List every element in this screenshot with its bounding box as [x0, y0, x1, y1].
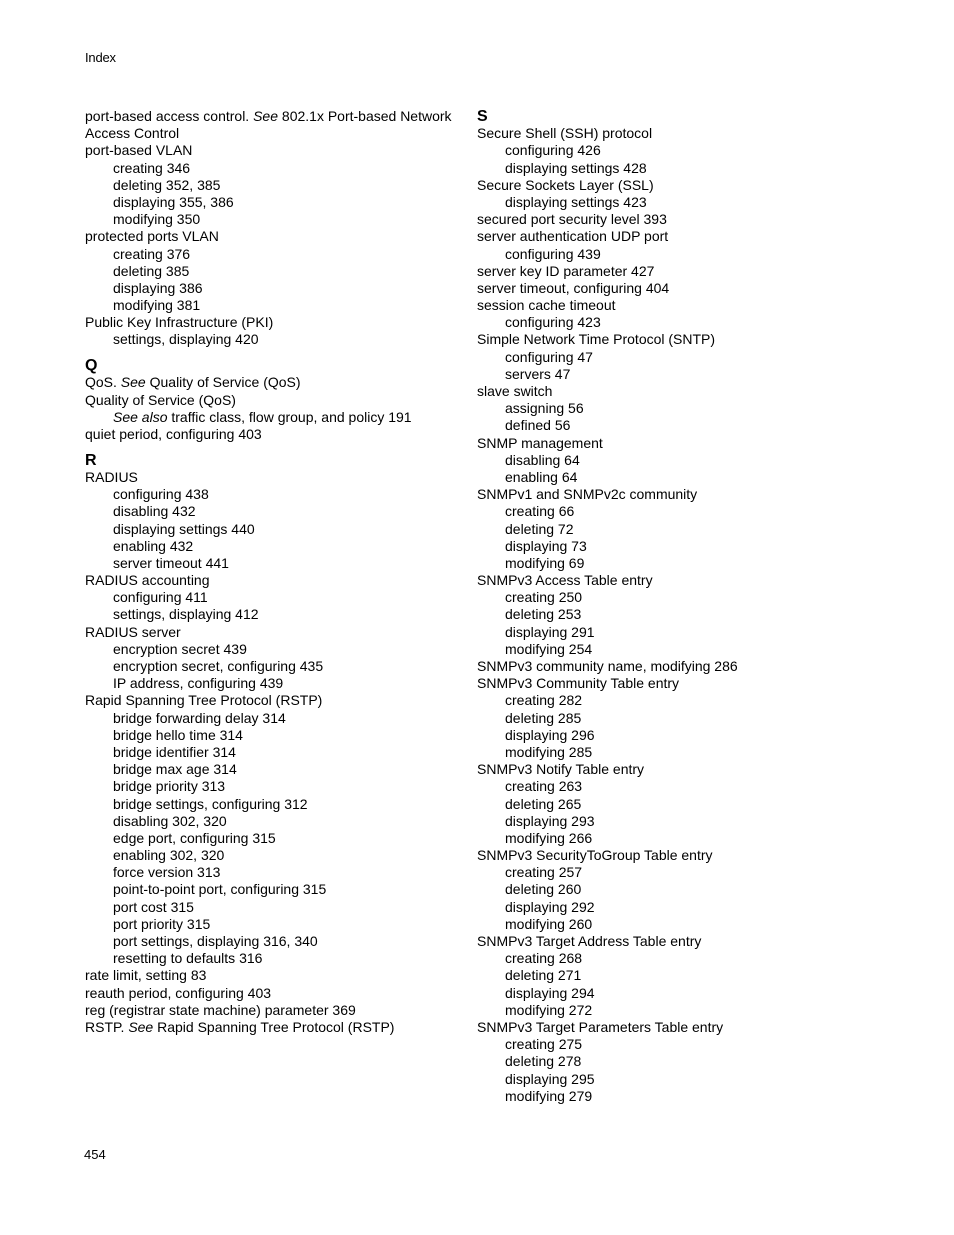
index-subentry: displaying 294: [505, 984, 595, 1001]
index-entry: Secure Shell (SSH) protocol: [477, 125, 653, 142]
index-subentry: enabling 432: [113, 537, 194, 554]
index-subentry: [85, 409, 485, 426]
index-entry: [85, 374, 485, 391]
index-subentry: displaying settings 440: [113, 520, 255, 537]
index-subentry: displaying 355, 386: [113, 193, 234, 210]
index-subentry: port settings, displaying 316, 340: [113, 933, 318, 949]
index-subentry: server timeout 441: [113, 554, 229, 571]
entry-text: port-based access control.: [85, 108, 254, 124]
index-subentry: configuring 439: [505, 245, 601, 262]
index-subentry: bridge identifier 314: [113, 743, 236, 760]
index-subentry: modifying 266: [505, 829, 593, 846]
index-subentry: creating 346: [113, 159, 191, 176]
index-subentry: servers 47: [505, 365, 571, 382]
index-subentry: displaying 295: [505, 1070, 595, 1087]
index-subentry: disabling 432: [113, 503, 196, 520]
index-entry: protected ports VLAN: [85, 228, 219, 245]
index-subentry: edge port, configuring 315: [113, 829, 276, 846]
index-subentry: modifying 350: [113, 211, 201, 228]
index-subentry: configuring 423: [505, 314, 601, 331]
index-entry: server timeout, configuring 404: [477, 279, 670, 296]
index-subentry: modifying 279: [505, 1087, 593, 1104]
index-subentry: displaying 73: [505, 537, 587, 554]
index-subentry: creating 275: [505, 1036, 583, 1053]
index-subentry: creating 263: [505, 778, 583, 795]
reference-target: Rapid Spanning Tree Protocol (RSTP): [153, 1018, 395, 1035]
index-subentry: enabling 302, 320: [113, 847, 225, 864]
index-subentry: force version 313: [113, 864, 221, 881]
index-subentry: bridge max age 314: [113, 761, 237, 778]
reference-target: traffic class, flow group, and policy 191: [167, 408, 412, 425]
index-subentry: configuring 426: [505, 142, 601, 159]
index-letter-heading: Q: [85, 357, 98, 375]
index-subentry: modifying 260: [505, 915, 593, 932]
index-subentry: encryption secret 439: [113, 640, 247, 657]
index-entry: RADIUS server: [85, 623, 181, 640]
index-subentry: assigning 56: [505, 400, 584, 417]
index-subentry: displaying 292: [505, 898, 595, 915]
index-letter-heading: S: [477, 108, 488, 125]
index-subentry: port cost 315: [113, 898, 194, 915]
index-entry: RADIUS: [85, 468, 138, 485]
reference-target: 802.1x Port-based Network: [278, 108, 452, 124]
index-subentry: deleting 260: [505, 881, 582, 898]
see-reference: See: [120, 374, 146, 391]
see-reference: See: [128, 1018, 154, 1035]
index-entry: Secure Sockets Layer (SSL): [477, 176, 654, 193]
index-subentry: creating 250: [505, 589, 583, 606]
index-subentry: displaying 293: [505, 812, 595, 829]
index-entry: slave switch: [477, 383, 553, 399]
index-subentry: bridge priority 313: [113, 778, 226, 795]
index-entry: port-based VLAN: [85, 142, 193, 159]
index-entry: Simple Network Time Protocol (SNTP): [477, 331, 716, 348]
index-subentry: creating 268: [505, 950, 583, 967]
index-entry: Access Control: [85, 125, 180, 142]
see-reference: See: [253, 108, 279, 124]
index-subentry: modifying 285: [505, 743, 593, 760]
index-entry: SNMPv3 SecurityToGroup Table entry: [477, 847, 713, 864]
index-subentry: deleting 253: [505, 606, 582, 623]
index-entry: SNMPv1 and SNMPv2c community: [477, 486, 698, 503]
entry-text: RSTP.: [85, 1018, 129, 1035]
index-subentry: deleting 278: [505, 1053, 582, 1070]
index-entry: SNMP management: [477, 434, 603, 451]
index-subentry: displaying 296: [505, 726, 595, 743]
index-subentry: creating 257: [505, 864, 583, 881]
index-column-left: [85, 108, 485, 1036]
index-subentry: encryption secret, configuring 435: [113, 658, 324, 674]
index-subentry: modifying 272: [505, 1001, 593, 1018]
index-subentry: bridge hello time 314: [113, 726, 243, 743]
index-subentry: deleting 72: [505, 520, 574, 537]
index-subentry: creating 376: [113, 245, 191, 262]
index-entry: rate limit, setting 83: [85, 967, 207, 984]
index-subentry: defined 56: [505, 417, 571, 434]
index-entry: RADIUS accounting: [85, 572, 210, 589]
index-subentry: resetting to defaults 316: [113, 950, 263, 967]
index-entry: [85, 108, 485, 125]
index-entry: SNMPv3 Access Table entry: [477, 572, 653, 589]
index-subentry: deleting 271: [505, 967, 582, 984]
index-subentry: deleting 285: [505, 709, 582, 726]
running-header: Index: [85, 50, 116, 65]
index-entry: reauth period, configuring 403: [85, 984, 272, 1001]
index-subentry: deleting 352, 385: [113, 176, 221, 193]
index-column-right: [477, 108, 877, 1105]
index-subentry: IP address, configuring 439: [113, 675, 284, 692]
index-letter-heading: R: [85, 451, 97, 469]
index-subentry: displaying 386: [113, 279, 203, 296]
index-subentry: configuring 47: [505, 348, 593, 365]
index-entry: SNMPv3 Notify Table entry: [477, 761, 645, 778]
index-entry: SNMPv3 Target Parameters Table entry: [477, 1018, 724, 1035]
index-subentry: bridge forwarding delay 314: [113, 709, 286, 726]
index-subentry: modifying 69: [505, 554, 585, 571]
index-subentry: settings, displaying 420: [113, 331, 259, 348]
index-subentry: displaying settings 428: [505, 159, 647, 176]
index-subentry: deleting 265: [505, 795, 582, 812]
index-entry: reg (registrar state machine) parameter 369: [85, 1001, 356, 1018]
index-subentry: port priority 315: [113, 915, 211, 932]
index-subentry: creating 282: [505, 692, 583, 709]
index-entry: SNMPv3 Target Address Table entry: [477, 933, 702, 949]
index-subentry: disabling 64: [505, 451, 580, 468]
index-subentry: point-to-point port, configuring 315: [113, 881, 327, 898]
index-entry: Rapid Spanning Tree Protocol (RSTP): [85, 692, 323, 709]
index-subentry: settings, displaying 412: [113, 606, 259, 623]
index-entry: server authentication UDP port: [477, 228, 669, 245]
index-entry: Public Key Infrastructure (PKI): [85, 314, 274, 331]
reference-target: Quality of Service (QoS): [145, 374, 301, 391]
index-subentry: disabling 302, 320: [113, 812, 227, 829]
see-reference: See also: [113, 408, 168, 425]
index-subentry: deleting 385: [113, 262, 190, 279]
index-subentry: displaying settings 423: [505, 193, 647, 210]
index-subentry: modifying 381: [113, 297, 201, 314]
index-subentry: bridge settings, configuring 312: [113, 795, 308, 812]
index-entry: SNMPv3 Community Table entry: [477, 675, 680, 692]
page-number: 454: [84, 1147, 106, 1162]
index-entry: session cache timeout: [477, 297, 616, 314]
entry-text: QoS.: [85, 374, 121, 391]
index-entry: server key ID parameter 427: [477, 262, 655, 279]
index-subentry: displaying 291: [505, 623, 595, 640]
index-subentry: modifying 254: [505, 640, 593, 657]
index-entry: quiet period, configuring 403: [85, 425, 262, 442]
index-subentry: configuring 438: [113, 486, 209, 503]
index-entry: Quality of Service (QoS): [85, 391, 236, 408]
index-subentry: creating 66: [505, 503, 575, 520]
index-subentry: enabling 64: [505, 468, 578, 485]
index-entry: SNMPv3 community name, modifying 286: [477, 658, 738, 674]
index-entry: [85, 1019, 485, 1036]
index-entry: secured port security level 393: [477, 211, 667, 228]
index-subentry: configuring 411: [113, 589, 208, 606]
